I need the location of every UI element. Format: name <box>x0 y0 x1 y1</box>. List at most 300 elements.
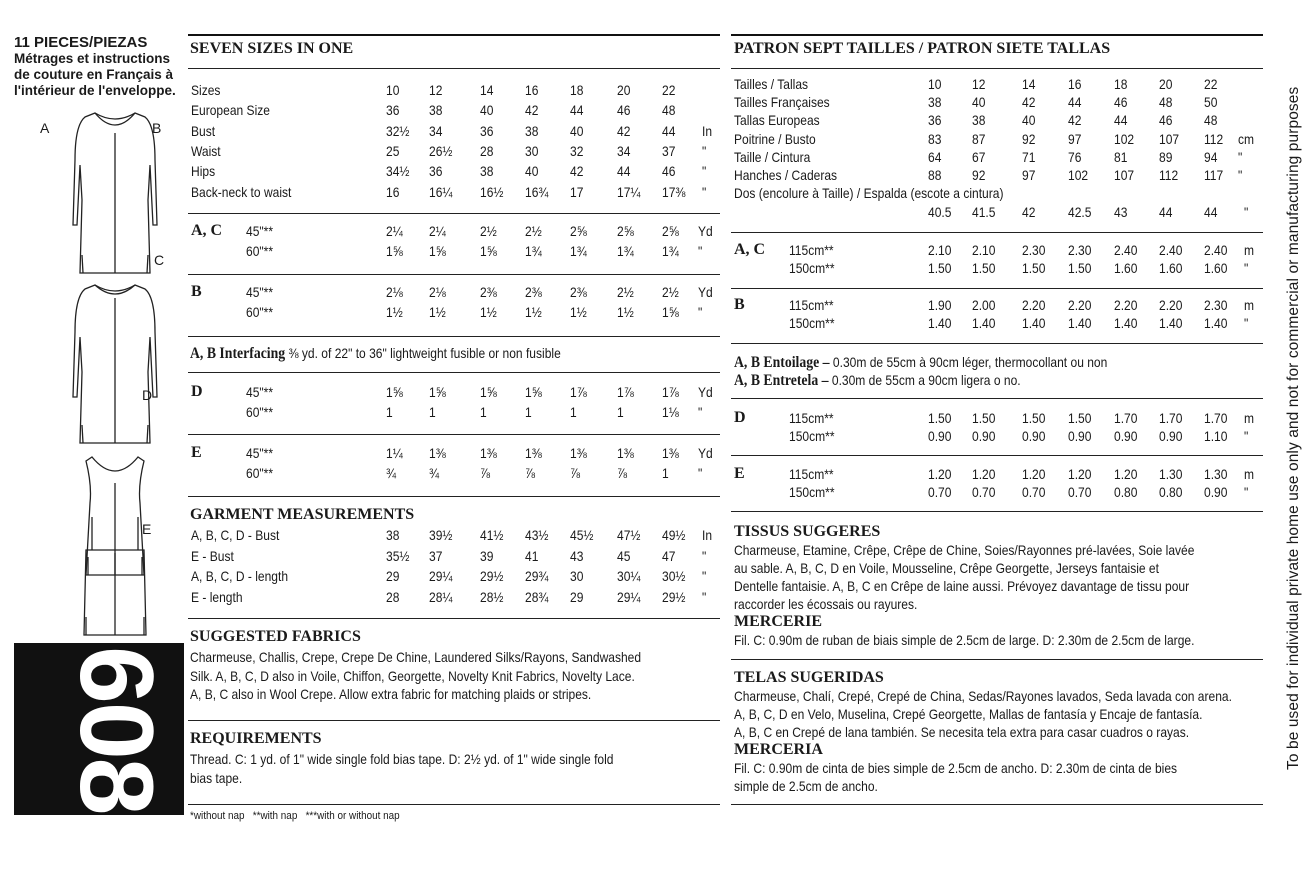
unit-label: " <box>702 547 707 564</box>
fabric-width: 60"** <box>246 404 274 420</box>
cell-value: 1 <box>570 404 577 420</box>
mercerie-line: Fil. C: 0.90m de ruban de biais simple de 2.5cm de large. D: 2.30m de 2.5cm de large. <box>734 632 1195 648</box>
cell-value: 1⅝ <box>386 243 403 259</box>
cell-value: 1⅜ <box>570 445 587 461</box>
cell-value: 20 <box>1159 76 1173 92</box>
merceria-line: Fil. C: 0.90m de cinta de bies simple de 2.5cm de ancho. D: 2.30m de cinta de bies <box>734 760 1178 776</box>
cell-value: 107 <box>1114 167 1135 183</box>
cell-value: 1 <box>662 465 669 481</box>
cell-value: 92 <box>972 167 986 183</box>
cell-value: 0.90 <box>1204 484 1228 500</box>
rule <box>731 511 1263 512</box>
cell-value: 1.30 <box>1204 466 1228 482</box>
cell-value: 97 <box>1068 130 1082 147</box>
cell-value: 1.50 <box>1022 260 1046 276</box>
cell-value: 2.10 <box>928 242 952 258</box>
cell-value: 1.40 <box>1204 315 1228 331</box>
view-label: A, C <box>191 222 223 239</box>
cell-value: 0.70 <box>928 484 952 500</box>
cell-value: 48 <box>1159 94 1173 111</box>
cell-value: 42 <box>1068 112 1082 129</box>
tunic-a-b-drawing <box>73 113 157 273</box>
cell-value: 87 <box>972 130 986 147</box>
rule <box>731 343 1263 344</box>
footnote: *without nap **with nap ***with or without nap <box>190 810 400 822</box>
fabric-width: 150cm** <box>789 484 835 500</box>
cell-value: 2⅛ <box>386 284 403 300</box>
row-label: Tailles Françaises <box>734 94 830 111</box>
cell-value: 12 <box>429 82 443 98</box>
cell-value: 44 <box>1114 112 1128 129</box>
cell-value: 42 <box>1022 94 1036 111</box>
cell-value: 0.90 <box>1022 428 1046 444</box>
cell-value: 1⅝ <box>386 384 403 400</box>
row-label: Tallas Europeas <box>734 112 820 129</box>
unit-label: " <box>1238 167 1243 183</box>
cell-value: 18 <box>1114 76 1128 92</box>
cell-value: 22 <box>662 82 676 98</box>
cell-value: 97 <box>1022 167 1036 183</box>
rule <box>188 68 720 69</box>
cell-value: 34½ <box>386 163 410 180</box>
cell-value: 30 <box>570 568 584 584</box>
cell-value: 0.70 <box>972 484 996 500</box>
unit-label: " <box>702 588 707 605</box>
cell-value: 2½ <box>617 284 634 300</box>
fabric-width: 60"** <box>246 304 274 320</box>
tissus-line: Charmeuse, Etamine, Crêpe, Crêpe de Chine, Soies/Rayonnes pré-lavées, Soie lavée <box>734 542 1195 558</box>
cell-value: 2.30 <box>1204 297 1228 313</box>
cell-value: 0.90 <box>928 428 952 444</box>
cell-value: 1.20 <box>1114 466 1138 482</box>
row-label: Sizes <box>191 82 221 98</box>
cell-value: 1⅝ <box>480 243 497 259</box>
cell-value: ¾ <box>429 465 440 481</box>
cell-value: ⅞ <box>617 465 628 481</box>
unit-label: " <box>1244 315 1249 331</box>
tissus-title: TISSUS SUGGERES <box>734 523 881 540</box>
cell-value: 35½ <box>386 547 410 564</box>
cell-value: 1.20 <box>928 466 952 482</box>
cell-value: 0.90 <box>972 428 996 444</box>
cell-value: ⅞ <box>480 465 491 481</box>
cell-value: 2.00 <box>972 297 996 313</box>
cell-value: 30½ <box>662 568 686 584</box>
unit-label: " <box>702 183 707 200</box>
cell-value: 1.50 <box>928 260 952 276</box>
fabrics-title: SUGGESTED FABRICS <box>190 628 361 645</box>
cell-value: 2.20 <box>1068 297 1092 313</box>
cell-value: 36 <box>386 102 400 119</box>
cell-value: 38 <box>480 163 494 180</box>
view-label: B <box>191 283 202 300</box>
view-label-b: B <box>152 120 162 136</box>
unit-label: " <box>698 243 703 259</box>
cell-value: 38 <box>429 102 443 119</box>
cell-value: 36 <box>429 163 443 180</box>
unit-label: Yd <box>698 445 713 461</box>
cell-value: 32 <box>570 142 584 159</box>
row-label: Hips <box>191 163 216 180</box>
english-title: SEVEN SIZES IN ONE <box>190 40 354 57</box>
cell-value: 83 <box>928 130 942 147</box>
unit-label: Yd <box>698 384 713 400</box>
row-label: European Size <box>191 102 270 119</box>
cell-value: 1⅝ <box>480 384 497 400</box>
dos-label: Dos (encolure à Taille) / Espalda (escote a cintura) <box>734 185 1004 201</box>
row-label: Hanches / Caderas <box>734 167 838 183</box>
cell-value: 2.30 <box>1022 242 1046 258</box>
cell-value: 38 <box>928 94 942 111</box>
cell-value: 34 <box>617 142 631 159</box>
cell-value: 88 <box>928 167 942 183</box>
cell-value: 2.30 <box>1068 242 1092 258</box>
cell-value: 46 <box>1159 112 1173 129</box>
garment-illustrations <box>20 105 190 650</box>
cell-value: 17 <box>570 183 584 200</box>
fabric-width: 60"** <box>246 243 274 259</box>
cell-value: 30¼ <box>617 568 641 584</box>
interfacing-line <box>190 345 561 362</box>
row-label: Bust <box>191 122 216 139</box>
cell-value: 1¾ <box>525 243 542 259</box>
unit-label: m <box>1244 410 1255 426</box>
cell-value: 10 <box>386 82 400 98</box>
cell-value: 1⅞ <box>662 384 679 400</box>
cell-value: 28 <box>480 142 494 159</box>
cell-value: 1¼ <box>386 445 403 461</box>
unit-label: " <box>1244 260 1249 276</box>
fabric-width: 115cm** <box>789 466 834 482</box>
cell-value: 0.70 <box>1068 484 1092 500</box>
cell-value: 29½ <box>662 588 686 605</box>
fabric-width: 45"** <box>246 384 274 400</box>
unit-label: " <box>1244 484 1249 500</box>
cell-value: 37 <box>429 547 443 564</box>
cell-value: 1.40 <box>1159 315 1183 331</box>
top-rule <box>188 34 720 36</box>
cell-value: 102 <box>1114 130 1135 147</box>
cell-value: 40.5 <box>928 204 952 220</box>
cell-value: 38 <box>386 527 400 543</box>
cell-value: 1.70 <box>1114 410 1138 426</box>
cell-value: 2⅝ <box>662 223 679 239</box>
cell-value: 34 <box>429 122 443 139</box>
tissus-line: au sable. A, B, C, D en Voile, Mousseline, Crêpe Georgette, Jerseys fantaisie et <box>734 560 1159 576</box>
unit-label: cm <box>1238 130 1255 147</box>
fabrics-line: A, B, C also in Wool Crepe. Allow extra fabric for matching plaids or stripes. <box>190 686 592 702</box>
cell-value: 64 <box>928 148 942 165</box>
cell-value: 1.50 <box>1022 410 1046 426</box>
cell-value: 1.50 <box>928 410 952 426</box>
fabric-width: 150cm** <box>789 260 835 276</box>
cell-value: 1 <box>525 404 532 420</box>
cell-value: 36 <box>928 112 942 129</box>
cell-value: 1.60 <box>1114 260 1138 276</box>
cell-value: 16½ <box>480 183 504 200</box>
cell-value: 14 <box>1022 76 1036 92</box>
unit-label: " <box>698 404 703 420</box>
cell-value: 1⅜ <box>429 445 446 461</box>
rule <box>188 434 720 435</box>
cell-value: 0.90 <box>1068 428 1092 444</box>
cell-value: 28 <box>386 588 400 605</box>
view-label: E <box>191 444 202 461</box>
cell-value: 46 <box>1114 94 1128 111</box>
row-label: E - Bust <box>191 547 234 564</box>
cell-value: 107 <box>1159 130 1180 147</box>
unit-label: Yd <box>698 284 713 300</box>
usage-note: To be used for individual private home use only and not for commercial or manufacturing purposes <box>1285 86 1302 770</box>
cell-value: 67 <box>972 148 986 165</box>
view-label-d: D <box>142 387 153 403</box>
cell-value: 1¾ <box>570 243 587 259</box>
cell-value: 40 <box>480 102 494 119</box>
rule <box>188 372 720 373</box>
mercerie-text <box>734 631 1262 650</box>
unit-label: m <box>1244 466 1255 482</box>
fabric-width: 150cm** <box>789 315 835 331</box>
cell-value: 1⅛ <box>662 404 679 420</box>
cell-value: 2.40 <box>1114 242 1138 258</box>
cell-value: 2.40 <box>1204 242 1228 258</box>
unit-label: " <box>702 142 707 159</box>
rule <box>188 213 720 214</box>
cell-value: 41½ <box>480 527 504 543</box>
cell-value: 1⅜ <box>525 445 542 461</box>
row-label: A, B, C, D - Bust <box>191 527 280 543</box>
requirements-text <box>190 750 720 787</box>
row-label: A, B, C, D - length <box>191 568 289 584</box>
interfacing-text: ⅜ yd. of 22" to 36" lightweight fusible or non fusible <box>288 345 561 361</box>
rule <box>188 618 720 619</box>
cell-value: 2.10 <box>972 242 996 258</box>
cell-value: 1⅞ <box>617 384 634 400</box>
unit-label: " <box>698 465 703 481</box>
tissus-line: Dentelle fantaisie. A, B, C en Crêpe de laine aussi. Prévoyez davantage de tissu pour <box>734 578 1190 594</box>
cell-value: 1.60 <box>1204 260 1228 276</box>
cell-value: 16 <box>1068 76 1082 92</box>
cell-value: 1⅜ <box>662 445 679 461</box>
cell-value: 46 <box>617 102 631 119</box>
entretela-text: 0.30m de 55cm a 90cm ligera o no. <box>831 372 1021 388</box>
telas-line: A, B, C, D en Velo, Muselina, Crepé Georgette, Mallas de fantasía y Encaje de fantasía. <box>734 706 1203 722</box>
merceria-line: simple de 2.5cm de ancho. <box>734 778 878 794</box>
cell-value: 16¾ <box>525 183 549 200</box>
cell-value: 1½ <box>525 304 542 320</box>
cell-value: 39 <box>480 547 494 564</box>
cell-value: 0.90 <box>1159 428 1183 444</box>
metrages-line: de couture en Français à <box>14 67 174 82</box>
requirements-title: REQUIREMENTS <box>190 730 322 747</box>
cell-value: 1.40 <box>1022 315 1046 331</box>
cell-value: 2½ <box>662 284 679 300</box>
cell-value: 0.90 <box>1114 428 1138 444</box>
cell-value: 32½ <box>386 122 410 139</box>
rule <box>188 804 720 805</box>
cell-value: 2½ <box>525 223 542 239</box>
cell-value: 16 <box>525 82 539 98</box>
cell-value: 1 <box>617 404 624 420</box>
cell-value: 1 <box>480 404 487 420</box>
cell-value: 38 <box>972 112 986 129</box>
view-label-c: C <box>154 252 165 268</box>
rule <box>188 720 720 721</box>
cell-value: 49½ <box>662 527 686 543</box>
cell-value: 1.10 <box>1204 428 1228 444</box>
entretela-label: A, B Entretela – <box>734 372 829 389</box>
cell-value: 1.40 <box>972 315 996 331</box>
cell-value: 2⅝ <box>617 223 634 239</box>
unit-label: " <box>1244 428 1249 444</box>
top-rule <box>731 34 1263 36</box>
cell-value: 43 <box>570 547 584 564</box>
telas-line: A, B, C en Crepé de lana también. Se necesita tela extra para casar cuadros o rayas. <box>734 724 1190 740</box>
cell-value: 18 <box>570 82 584 98</box>
cell-value: 1.20 <box>1022 466 1046 482</box>
cell-value: 42.5 <box>1068 204 1092 220</box>
cell-value: 44 <box>617 163 631 180</box>
cell-value: 2.20 <box>1114 297 1138 313</box>
cell-value: 1 <box>386 404 393 420</box>
cell-value: 2⅜ <box>570 284 587 300</box>
cell-value: 0.70 <box>1022 484 1046 500</box>
row-label: Tailles / Tallas <box>734 76 809 92</box>
cell-value: 117 <box>1204 167 1224 183</box>
entretela-line <box>734 372 1021 389</box>
cell-value: 1¾ <box>617 243 634 259</box>
cell-value: 44 <box>1159 204 1173 220</box>
cell-value: 38 <box>525 122 539 139</box>
row-label: Poitrine / Busto <box>734 130 816 147</box>
rule <box>731 232 1263 233</box>
tunic-c-drawing <box>73 285 157 443</box>
cell-value: 1.70 <box>1159 410 1183 426</box>
row-label: Back-neck to waist <box>191 183 292 200</box>
cell-value: 29½ <box>480 568 504 584</box>
cell-value: 29¼ <box>617 588 641 605</box>
cell-value: 1⅝ <box>525 384 542 400</box>
cell-value: 16 <box>386 183 400 200</box>
cell-value: 43½ <box>525 527 549 543</box>
row-label: Waist <box>191 142 221 159</box>
row-label: E - length <box>191 588 243 605</box>
cell-value: 1.90 <box>928 297 952 313</box>
cell-value: 1½ <box>480 304 497 320</box>
cell-value: 14 <box>480 82 494 98</box>
cell-value: 1.40 <box>1114 315 1138 331</box>
unit-label: m <box>1244 297 1255 313</box>
cell-value: 1 <box>429 404 436 420</box>
cell-value: 1⅞ <box>570 384 587 400</box>
cell-value: 42 <box>1022 204 1036 220</box>
cell-value: 1⅝ <box>429 384 446 400</box>
unit-label: " <box>702 163 707 180</box>
fabric-width: 45"** <box>246 284 274 300</box>
cell-value: 2½ <box>480 223 497 239</box>
cell-value: 16¼ <box>429 183 453 200</box>
cell-value: 10 <box>928 76 942 92</box>
cell-value: 102 <box>1068 167 1089 183</box>
cell-value: 25 <box>386 142 400 159</box>
cell-value: 1½ <box>386 304 403 320</box>
cell-value: 44 <box>662 122 676 139</box>
cell-value: 71 <box>1022 148 1036 165</box>
merceria-text <box>734 759 1262 795</box>
cell-value: 1¾ <box>662 243 679 259</box>
cell-value: 12 <box>972 76 986 92</box>
cell-value: 47½ <box>617 527 641 543</box>
cell-value: 2¼ <box>429 223 446 239</box>
unit-label: " <box>1238 148 1243 165</box>
rule <box>731 455 1263 456</box>
cell-value: 22 <box>1204 76 1218 92</box>
cell-value: 40 <box>570 122 584 139</box>
cell-value: 0.80 <box>1114 484 1138 500</box>
fabrics-line: Silk. A, B, C, D also in Voile, Chiffon, Georgette, Novelty Knit Fabrics, Novelty Lace. <box>190 667 635 684</box>
telas-line: Charmeuse, Chalí, Crepé, Crepé de China, Sedas/Rayones lavados, Seda lavada con arena. <box>734 688 1232 704</box>
cell-value: 1.60 <box>1159 260 1183 276</box>
requirements-line: Thread. C: 1 yd. of 1" wide single fold bias tape. D: 2½ yd. of 1" wide single fold <box>190 751 614 767</box>
cell-value: 29 <box>386 568 400 584</box>
cell-value: 48 <box>1204 112 1218 129</box>
cell-value: 0.80 <box>1159 484 1183 500</box>
cell-value: 2.20 <box>1159 297 1183 313</box>
cell-value: ¾ <box>386 465 397 481</box>
cell-value: 40 <box>525 163 539 180</box>
cell-value: 42 <box>525 102 539 119</box>
cell-value: 29 <box>570 588 584 605</box>
cell-value: 48 <box>662 102 676 119</box>
fabrics-line: Charmeuse, Challis, Crepe, Crepe De Chine, Laundered Silks/Rayons, Sandwashed <box>190 649 642 665</box>
cell-value: 42 <box>617 122 631 139</box>
cell-value: 1.50 <box>1068 410 1092 426</box>
cell-value: 28½ <box>480 588 504 605</box>
view-label-e: E <box>142 521 152 537</box>
cell-value: 28¾ <box>525 588 549 605</box>
requirements-line: bias tape. <box>190 769 243 786</box>
cell-value: 1.40 <box>928 315 952 331</box>
garment-title: GARMENT MEASUREMENTS <box>190 506 415 523</box>
cell-value: 17¼ <box>617 183 641 200</box>
cell-value: 40 <box>1022 112 1036 129</box>
entoilage-label: A, B Entoilage – <box>734 354 830 371</box>
cell-value: 112 <box>1204 130 1224 147</box>
cell-value: 36 <box>480 122 494 139</box>
metrages-note <box>14 51 176 99</box>
entoilage-line <box>734 354 1107 371</box>
cell-value: 89 <box>1159 148 1173 165</box>
view-label: E <box>734 465 745 482</box>
pattern-number-block <box>14 643 184 869</box>
view-label: D <box>734 409 746 426</box>
cell-value: 1.30 <box>1159 466 1183 482</box>
unit-label: In <box>702 527 713 543</box>
tissus-line: raccorder les écossais ou rayures. <box>734 596 918 612</box>
cell-value: ⅞ <box>525 465 536 481</box>
fabric-width: 115cm** <box>789 410 834 426</box>
cell-value: 94 <box>1204 148 1218 165</box>
cell-value: 40 <box>972 94 986 111</box>
cell-value: 41 <box>525 547 539 564</box>
cell-value: 28¼ <box>429 588 453 605</box>
cell-value: 1⅜ <box>617 445 634 461</box>
fabrics-text <box>190 648 720 704</box>
cell-value: 37 <box>662 142 676 159</box>
cell-value: 1⅝ <box>662 304 679 320</box>
unit-label: Yd <box>698 223 713 239</box>
cell-value: ⅞ <box>570 465 581 481</box>
